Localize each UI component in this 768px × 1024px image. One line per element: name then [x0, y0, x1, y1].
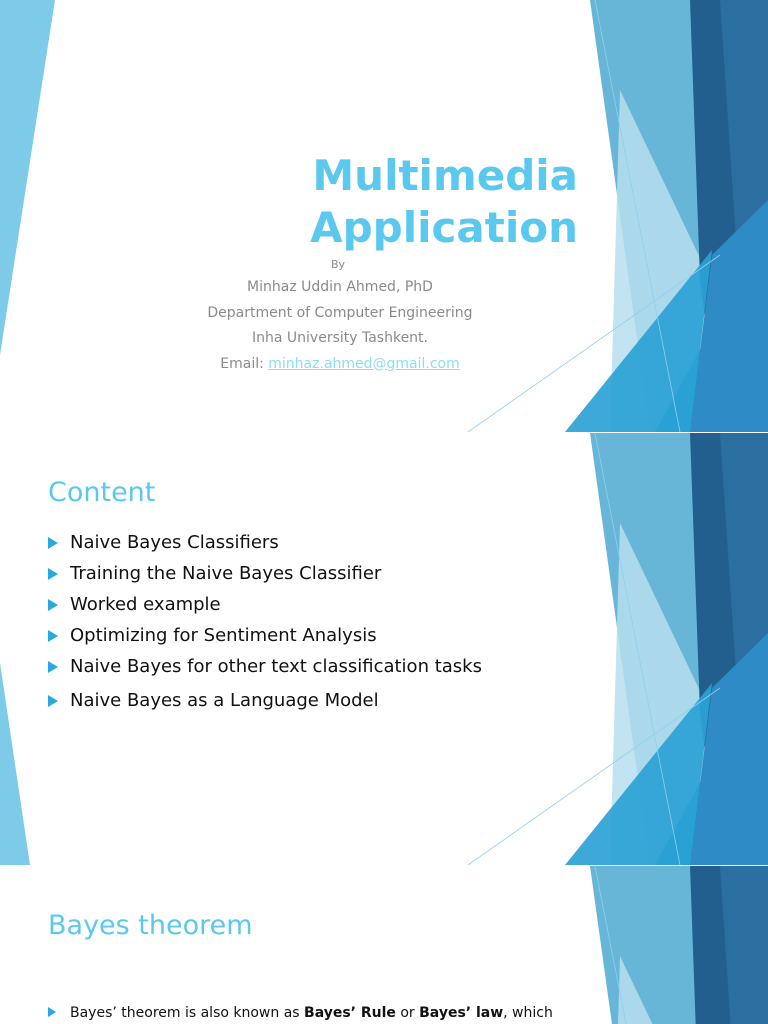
title-line-2: Application [310, 203, 578, 252]
list-item: Naive Bayes for other text classification tasks [48, 655, 482, 686]
list-item: Worked example [48, 593, 482, 624]
list-item: Optimizing for Sentiment Analysis [48, 624, 482, 655]
list-item: Training the Naive Bayes Classifier [48, 562, 482, 593]
bullet-arrow-icon [48, 568, 58, 580]
list-item: Bayes’ theorem is also known as Bayes’ Rule or Bayes’ law, which [48, 1003, 588, 1023]
email-line [140, 352, 540, 378]
content-slide [0, 433, 768, 865]
email-link[interactable]: minhaz.ahmed@gmail.com [268, 355, 460, 372]
university: Inha University Tashkent. [252, 330, 428, 346]
bayes-list [48, 1003, 588, 1023]
bullet-arrow-icon [48, 537, 58, 549]
bayes-slide [0, 866, 768, 1024]
by-label: By [330, 258, 346, 271]
bullet-arrow-icon [48, 661, 58, 673]
author-block [140, 255, 540, 377]
email-label: Email: [220, 355, 269, 372]
list-item: Naive Bayes Classifiers [48, 531, 482, 562]
presentation-title [310, 150, 578, 254]
bullet-arrow-icon [48, 695, 58, 707]
content-list [48, 531, 482, 720]
slide-decoration [0, 866, 768, 1024]
slide-heading: Content [48, 477, 156, 508]
bullet-arrow-icon [48, 630, 58, 642]
bullet-arrow-icon [48, 599, 58, 611]
bullet-arrow-icon [48, 1007, 56, 1017]
title-slide [0, 0, 768, 432]
list-item: Naive Bayes as a Language Model [48, 689, 482, 720]
department: Department of Computer Engineering [207, 304, 473, 321]
slide-heading: Bayes theorem [48, 910, 253, 941]
author-name: Minhaz Uddin Ahmed, PhD [247, 279, 433, 295]
title-line-1: Multimedia [312, 151, 578, 200]
